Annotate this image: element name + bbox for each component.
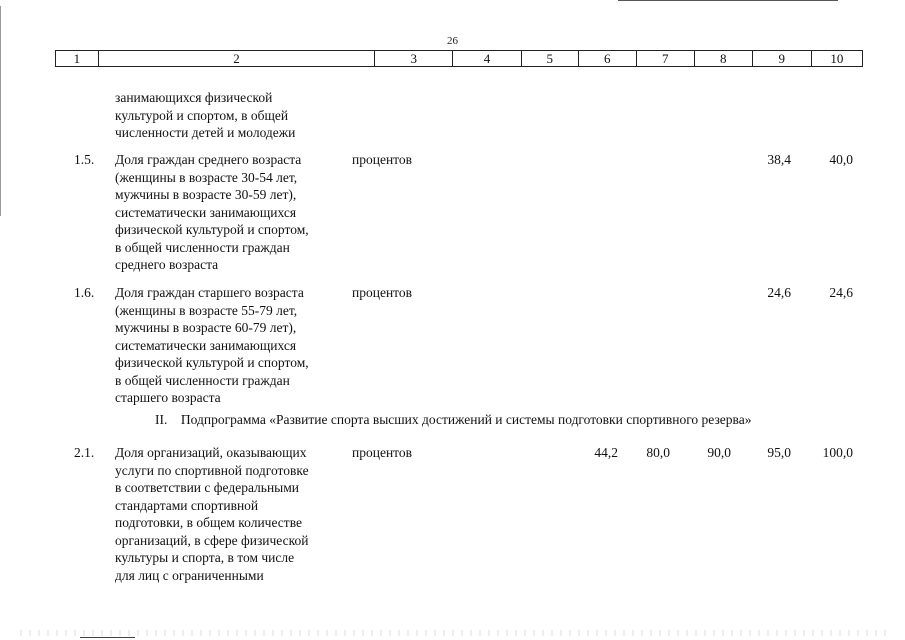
page-number: 26: [447, 35, 458, 47]
top-rule: [618, 0, 838, 1]
row-value-col7: 80,0: [646, 445, 670, 460]
row-number: 1.5.: [74, 152, 95, 167]
header-col-6: 6: [579, 51, 637, 66]
header-col-1: 1: [56, 51, 99, 66]
header-col-10: 10: [830, 51, 844, 66]
row-value-col9: 38,4: [767, 152, 791, 167]
row-value-col10: 100,0: [822, 445, 853, 460]
header-col-8: 8: [695, 51, 753, 66]
row-value-col10: 24,6: [829, 285, 853, 300]
row-value-col9: 24,6: [767, 285, 791, 300]
header-col-2: 2: [99, 51, 375, 66]
row-unit: процентов: [352, 445, 413, 460]
row-description: Доля организаций, оказывающих услуги по спортивной подготовке в соответствии с федеральными стандартами спортивной подготовки, в общем количестве организаций, в сфере физической культуры и спорта, в том числе для лиц с ограниченными: [115, 445, 309, 583]
row-value-col8: 90,0: [707, 445, 731, 460]
row-description: Доля граждан среднего возраста (женщины в возрасте 30-54 лет, мужчины в возрасте 30-59 лет), систематически занимающихся физической культурой и спортом, в общей численности граждан среднего возраста: [115, 152, 309, 272]
section-heading: II. Подпрограмма «Развитие спорта высших достижений и системы подготовки спортивного резерва»: [155, 412, 752, 427]
row-value-col9: 95,0: [767, 445, 791, 460]
header-col-4: 4: [453, 51, 521, 66]
header-col-7: 7: [637, 51, 695, 66]
table-header-row: [55, 50, 863, 67]
row-unit: процентов: [352, 152, 413, 167]
row-number: 1.6.: [74, 285, 95, 300]
header-col-9: 9: [753, 51, 812, 66]
row-description: Доля граждан старшего возраста (женщины в возрасте 55-79 лет, мужчины в возрасте 60-79 лет), систематически занимающихся физической культурой и спортом, в общей численности граждан старшего возраста: [115, 285, 309, 405]
header-col-5: 5: [522, 51, 579, 66]
row-value-col6: 44,2: [594, 445, 618, 460]
continuation-text: занимающихся физической культурой и спортом, в общей численности детей и молодежи: [115, 90, 296, 140]
bottom-rule: [80, 637, 135, 638]
header-col-3: 3: [375, 51, 453, 66]
row-value-col10: 40,0: [829, 152, 853, 167]
scan-noise: [20, 630, 890, 636]
row-unit: процентов: [352, 285, 413, 300]
row-number: 2.1.: [74, 445, 95, 460]
